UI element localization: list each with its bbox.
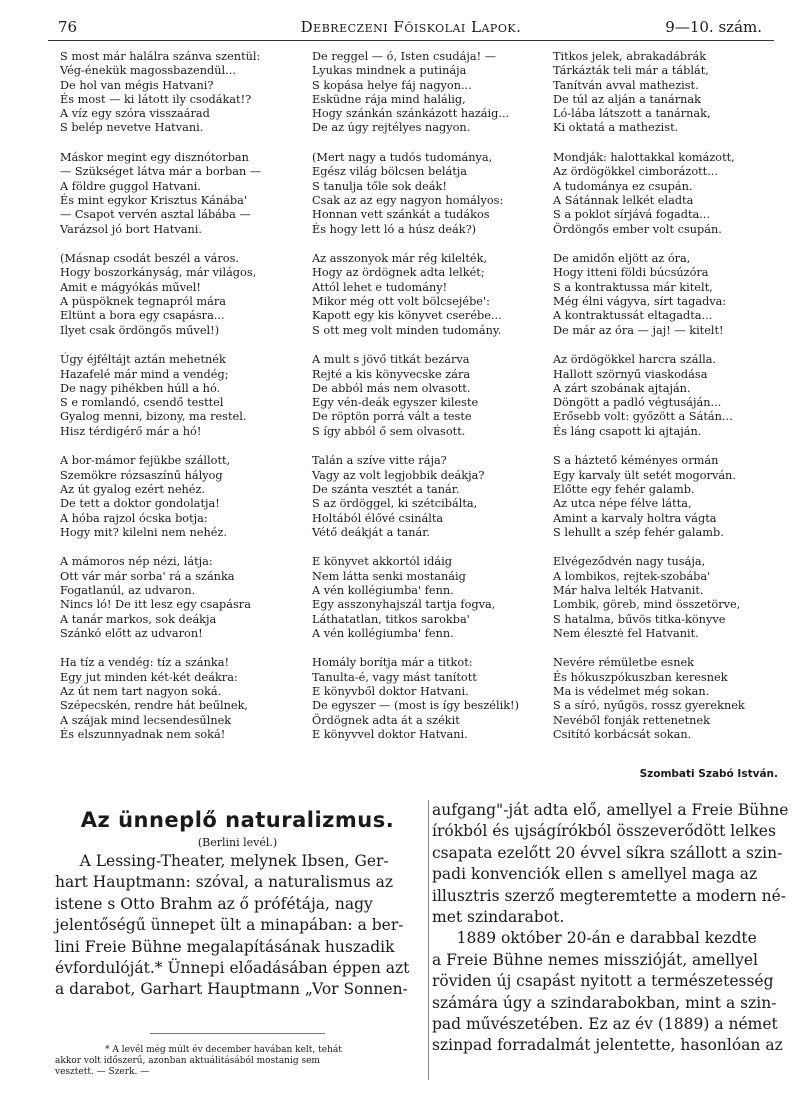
poem-line: Elvégeződvén nagy tusája, [553,555,706,569]
poem-line: Hogy boszorkányság, már világos, [60,266,257,280]
poem-line: S belép nevetve Hatvani. [60,121,204,135]
poem-line: S a síró, nyűgös, rossz gyereknek [553,699,745,713]
poem-line: Esküdne rája mind halálig, [312,92,466,106]
poem-line: A lombikos, rejtek-szobába' [553,569,711,583]
poem-line: Vétő deákját a tanár. [312,525,430,539]
poem-line: Hogy szánkán szánkázott hazáig... [312,107,510,121]
poem-line: Rejté a kis könyvecske zára [312,367,471,381]
poem-line: De szánta vesztét a tanár. [312,482,460,496]
poem-stanza [312,252,552,338]
poem-line: Ki oktatá a mathezist. [553,121,679,135]
poem-line: Szánkó előtt az udvaron! [60,626,203,640]
poem-line: Fogatlanúl, az udvaron. [60,583,196,597]
poem-line: De egyszer — (most is így beszélik!) [312,699,519,713]
poem-line: Egy vén-deák egyszer kileste [312,396,479,410]
article-line: a Freie Bühne nemes misszióját, amellyel [432,950,758,969]
poem-line: S a kontraktussa már kitelt, [553,280,713,294]
footnote-line: vesztett. — Szerk. — [55,1067,150,1077]
poem-stanza [60,454,300,540]
poem-stanza [312,555,552,641]
poem-line: Ott vár már sorba' rá a szánka [60,569,235,583]
poem-line: Az ördögökkel harcra szálla. [553,353,717,367]
poem-line: Csitító korbácsát sokan. [553,727,692,741]
article-subtitle: (Berlini levél.) [197,836,278,849]
article-left-column [55,851,420,1001]
poem-line: Holtából élővé csinálta [312,511,444,525]
poem-line: Az út gyalog ezért nehéz. [60,482,206,496]
poem-line: Nem élesztė fel Hatvanit. [553,626,699,640]
poem-line: Hazafelé már mind a vendég; [60,367,229,381]
poem-line: S lehullt a szép fehér galamb. [553,525,724,539]
poem-line: A püspöknek tegnapról mára [60,295,227,309]
poem-line: S az ördöggel, ki szétcibálta, [312,497,478,511]
poem-line: Vég-énekük magossbazendül... [60,64,236,78]
poem-column-3 [553,50,792,758]
column-divider [428,800,429,1080]
poem-line: Ördöngős ember volt csupán. [553,222,722,236]
poem-line: S így abból ő sem olvasott. [312,424,466,438]
poem-stanza [553,252,792,338]
poem-line: De hol van mégis Hatvani? [60,78,214,92]
poem-line: Tanítván avval mathezist. [553,78,699,92]
article-title: Az ünneplő naturalizmus. [80,808,395,832]
poem-line: Amit e mágyókás művel! [60,280,201,294]
article-line: a darabot, Garhart Hauptmann „Vor Sonnen- [55,980,408,999]
article-line: padi konvenciók ellen s amellyel maga az [432,865,758,884]
poem-line: De tett a doktor gondolatja! [60,497,220,511]
poem-line: Nincs ló! De itt lesz egy csapásra [60,598,251,612]
poem-stanza [553,454,792,540]
article-line: jelentőségű ünnepet ült a minapában: a ber- [55,916,404,935]
page-number: 76 [58,18,78,36]
poem-line: Hallott szörnyű viaskodása [553,367,708,381]
journal-title: Debreczeni Főiskolai Lapok. [300,18,522,36]
article-line: írókból és ujságírókból összeverődött lelkes [432,822,776,841]
article-line: röviden új csapást nyitott a természetesség [432,972,774,991]
footnote-line: akkor volt időszerű, azonban aktuálitásából mostanig sem [55,1056,320,1066]
article-line: met szindarabot. [432,908,565,927]
poem-line: És hogy lett ló a húsz deák?) [312,222,477,236]
poem-line: S hatalma, bűvös titka-könyve [553,612,726,626]
article-line: csapata ezelőtt 20 évvel síkra szállott a szin- [432,843,783,862]
poem-line: Nevéből fonják rettenetnek [553,713,710,727]
poem-line: Egy karvaly ült setét mogorván. [553,468,736,482]
poem-line: — Csapot vervén asztal lábába — [60,208,251,222]
article-line: évfordulóját.* Ünnepi előadásában éppen azt [55,959,410,978]
article-line: 1889 október 20-án e darabbal kezdte [432,929,757,948]
poem-line: És láng csapott ki ajtaján. [553,424,702,438]
poem-line: Hogy itteni földi búcsúzóra [553,266,709,280]
poem-line: Úgy éjféltájt aztán mehetnék [60,353,226,367]
poem-line: Tárkázták teli már a táblát, [553,64,709,78]
poem-line: Tanulta-é, vagy mást tanított [312,670,477,684]
poem-column-2 [312,50,552,758]
poem-line: Az út nem tart nagyon soká. [60,685,222,699]
poem-stanza [553,555,792,641]
poem-line: Hisz térdigérő már a hó! [60,424,202,438]
poem-stanza [553,353,792,439]
poem-line: De reggel — ó, Isten csudája! — [312,50,497,63]
poem-line: Ló-lába látszott a tanárnak, [553,107,711,121]
poem-line: Mikor még ott volt bölcsejébe': [312,295,490,309]
poem-line: A víz egy szóra visszaárad [60,107,210,121]
poem-line: Homály borítja már a titkot: [312,656,473,670]
poem-stanza [60,353,300,439]
poem-line: Ha tíz a vendég: tíz a szánka! [60,656,229,670]
poem-line: Mondják: halottakkal komázott, [553,151,735,165]
article-line: lini Freie Bühne megalapításának huszadik [55,937,395,956]
poem-line: S a poklot sírjává fogadta... [553,208,711,222]
poem-stanza [60,50,300,136]
poem-line: De abból más nem olvasott. [312,381,471,395]
poem-line: Gyalog menni, bizony, ma restel. [60,410,247,424]
poem-line: Nem látta senki mostanáig [312,569,466,583]
poem-stanza [553,50,792,136]
poem-line: A bor-mámor fejükbe szállott, [60,454,231,468]
poem-stanza [312,454,552,540]
poem-line: Csak az az egy nagyon homályos: [312,193,504,207]
poem-line: De nagy pihékben húll a hó. [60,381,221,395]
poem-line: Előtte egy fehér galamb. [553,482,695,496]
article-right-column [432,800,789,1057]
poem-line: (Mert nagy a tudós tudománya, [312,151,493,165]
poem-line: És elszunnyadnak nem soká! [60,727,226,741]
poem-line: Már halva lelték Hatvanit. [553,583,704,597]
poem-line: Döngött a padló végtusáján... [553,396,722,410]
poem-line: S kopása helye fáj nagyon... [312,78,472,92]
poem-line: S a háztető kéményes ormán [553,454,719,468]
poem-line: Ma is védelmet még sokan. [553,685,710,699]
poem-line: A tanár markos, sok deákja [60,612,217,626]
poem-line: S e romlandó, csendő testtel [60,396,224,410]
footnote [55,1045,415,1078]
poem-line: Amint a karvaly holtra vágta [553,511,717,525]
poem-line: De amidőn eljött az óra, [553,252,691,266]
poem-line: Titkos jelek, abrakadábrák [553,50,707,63]
poem-line: Hogy mit? kilelni nem nehéz. [60,525,227,539]
poem-line: Egész világ bölcsen belátja [312,165,468,179]
poem-line: És hókuszpókuszban keresnek [553,670,728,684]
poem-line: A zárt szobának ajtaján. [553,381,691,395]
poem-line: A mámoros nép nézi, látja: [60,555,213,569]
poem-line: Lyukas mindnek a putinája [312,64,467,78]
poem-line: Hogy az ördögnek adta lelkét; [312,266,485,280]
footnote-line: * A levél még múlt év december havában kelt, tehát [105,1045,342,1055]
poem-line: De röptön porrá vált a teste [312,410,472,424]
poem-line: De túl az alján a tanárnak [553,92,701,106]
poem-line: A hóba rajzol ócska botja: [60,511,208,525]
poem-line: Talán a szíve vitte rája? [312,454,447,468]
article-line: istene s Otto Brahm az ő prófétája, nagy [55,894,373,913]
poem-line: A szájak mind lecsendesűlnek [60,713,232,727]
poem-line: Még élni vágyva, sírt tagadva: [553,295,727,309]
poem-line: Honnan vett szánkát a tudákos [312,208,490,222]
poem-line: És most — ki látott ily csodákat!? [60,92,252,106]
poem-stanza [60,151,300,237]
poem-line: — Szükséget látva már a borban — [60,165,262,179]
poem-stanza [312,353,552,439]
header-rule [48,40,774,41]
poem-line: A Sátánnak lelkét eladta [553,193,694,207]
poem-line: E könyvvel doktor Hatvani. [312,727,468,741]
article-line: aufgang"-ját adta elő, amellyel a Freie Bühne [432,801,789,819]
poem-line: Lombik, göreb, mind összetörve, [553,598,741,612]
poem-stanza [60,656,300,742]
article-line: hart Hauptmann: szóval, a naturalismus az [55,873,394,892]
poem-line: És mint egykor Krisztus Kánába' [60,193,247,207]
poem-line: Eltünt a bora egy csapásra... [60,309,225,323]
poem-line: Attól lehet e tudomány! [312,280,448,294]
article-line: illusztris szerző megteremtette a modern né- [432,886,787,905]
poem-line: Erősebb volt: győzött a Sátán... [553,410,733,424]
poem-line: A mult s jövő titkát bezárva [312,353,470,367]
poem-line: (Másnap csodát beszél a város. [60,252,239,266]
poem-line: Szépecskén, rendre hát beűlnek, [60,699,249,713]
poem-line: De az úgy rejtélyes nagyon. [312,121,471,135]
poem-line: Ördögnek adta át a székit [312,713,460,727]
poem-line: Szemökre rózsaszínű hályog [60,468,223,482]
poem-line: Az ördögökkel cimborázott... [553,165,718,179]
article-line: pad művészetében. Ez az év (1889) a német [432,1015,778,1034]
poem-line: Az asszonyok már rég kilelték, [312,252,488,266]
poem-stanza [553,656,792,742]
poem-stanza [312,151,552,237]
poem-line: A földre guggol Hatvani. [60,179,201,193]
poem-line: Egy asszonyhajszál tartja fogva, [312,598,496,612]
poem-column-1 [60,50,300,758]
poem-stanza [312,50,552,136]
poem-line: S tanulja tőle sok deák! [312,179,447,193]
poem-line: E könyvet akkortól idáig [312,555,452,569]
poem-line: Máskor megint egy disznótorban [60,151,249,165]
poem-line: De már az óra — jaj! — kitelt! [553,323,724,337]
issue-number: 9—10. szám. [665,18,762,36]
poem-stanza [60,555,300,641]
poem-line: Varázsol jó bort Hatvani. [60,222,202,236]
poem-stanza [60,252,300,338]
poem-line: E könyvből doktor Hatvani. [312,685,469,699]
poem-line: Kapott egy kis könyvet cserébe... [312,309,502,323]
poem-line: Az utca népe félve látta, [553,497,692,511]
poem-line: Ilyet csak ördöngős művel!) [60,323,220,337]
poem-line: A vén kollégiumba' fenn. [312,583,454,597]
article-line: számára úgy a szindarabokban, mint a szin- [432,993,777,1012]
poem-line: Egy jut minden két-két deákra: [60,670,238,684]
poem-line: Vagy az volt legjobbik deákja? [312,468,485,482]
page-header [50,14,772,40]
poem-line: Láthatatlan, titkos sarokba' [312,612,470,626]
poem-line: Nevére rémületbe esnek [553,656,695,670]
poem-line: A vén kollégiumba' fenn. [312,626,454,640]
poem-line: A kontraktussát eltagadta... [553,309,713,323]
poem-line: S most már halálra szánva szentül: [60,50,261,63]
poem-stanza [553,151,792,237]
poem-line: S ott meg volt minden tudomány. [312,323,502,337]
footnote-rule [150,1033,325,1034]
article-line: A Lessing-Theater, melynek Ibsen, Ger- [55,852,389,870]
poem-stanza [312,656,552,742]
poem-signature: Szombati Szabó István. [639,768,778,780]
article-line: szinpad forradalmát jelentette, hasonlóan az [432,1036,783,1055]
poem-line: A tudománya ez csupán. [553,179,693,193]
